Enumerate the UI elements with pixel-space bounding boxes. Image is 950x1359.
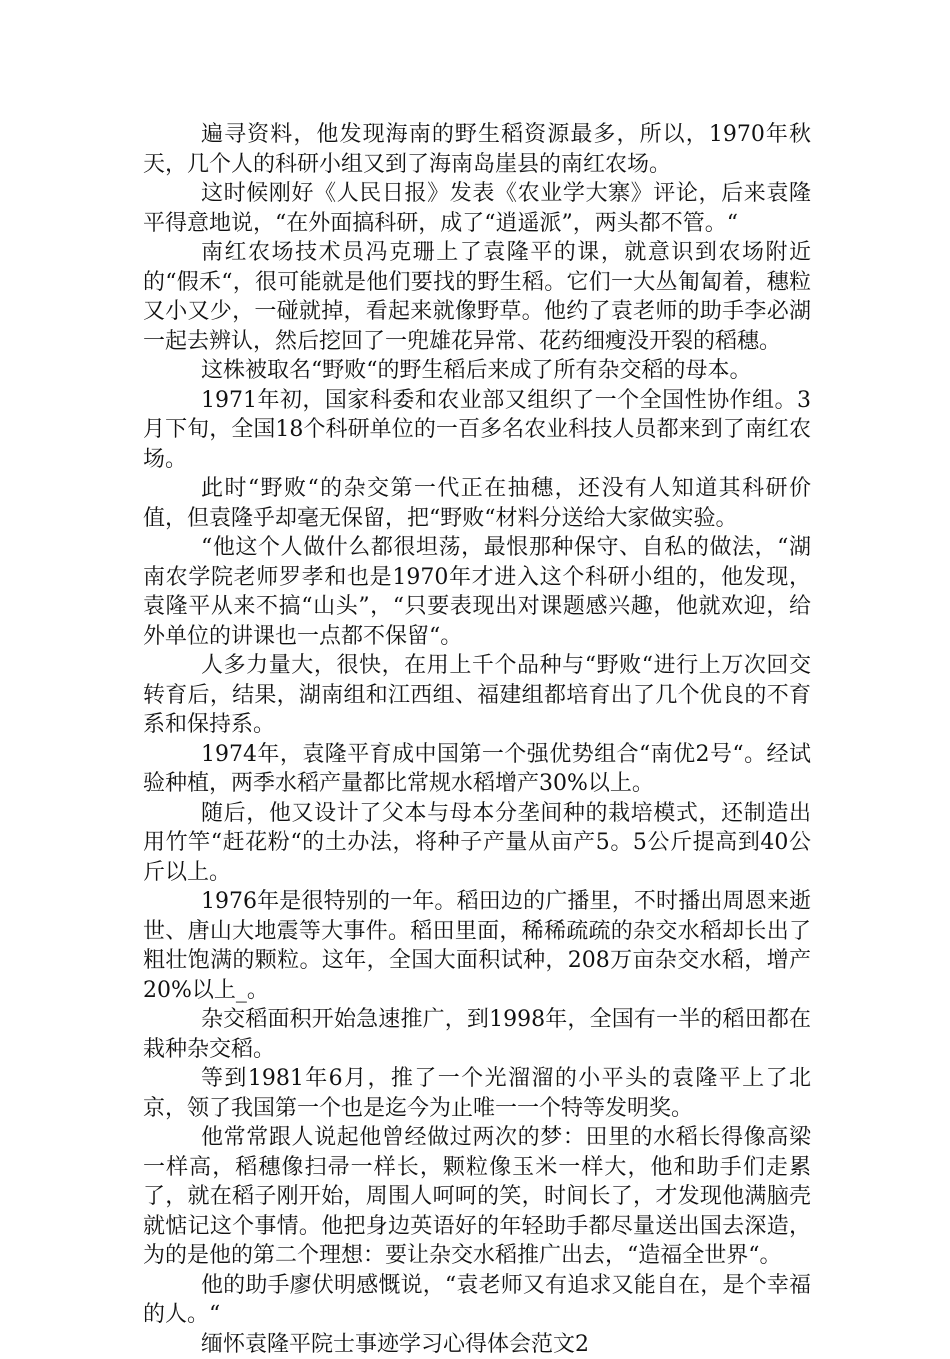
paragraph: 此时“野败“的杂交第一代正在抽穗，还没有人知道其科研价值，但袁隆乎却毫无保留，把“野败“材料分送给大家做实验。 [143,474,811,533]
paragraph: 遍寻资料，他发现海南的野生稻资源最多，所以，1970年秋天，几个人的科研小组又到了海南岛崖县的南红农场。 [143,120,811,179]
paragraph: 等到1981年6月，推了一个光溜溜的小平头的袁隆平上了北京，领了我国第一个也是迄今为止唯一一个特等发明奖。 [143,1064,811,1123]
paragraph: “他这个人做什么都很坦荡，最恨那种保守、自私的做法，“湖南农学院老师罗孝和也是1970年才进入这个科研小组的，他发现，袁隆平从来不搞“山头”，“只要表现出对课题感兴趣，他就欢迎，给外单位的讲课也一点都不保留“。 [143,533,811,651]
section-heading: 缅怀袁隆平院士事迹学习心得体会范文2 [143,1330,811,1359]
paragraph: 他的助手廖伏明感慨说，“袁老师又有追求又能自在，是个幸福的人。“ [143,1271,811,1330]
paragraph: 这株被取名“野败“的野生稻后来成了所有杂交稻的母本。 [143,356,811,386]
paragraph: 这时候刚好《人民日报》发表《农业学大寨》评论，后来袁隆平得意地说，“在外面搞科研，成了“逍遥派”，两头都不管。“ [143,179,811,238]
paragraph: 他常常跟人说起他曾经做过两次的梦：田里的水稻长得像高梁一样高，稻穗像扫帚一样长，颗粒像玉米一样大，他和助手们走累了，就在稻子刚开始，周围人呵呵的笑，时间长了，才发现他满脑壳就惦记这个事情。他把身边英语好的年轻助手都尽量送出国去深造，为的是他的第二个理想：要让杂交水稻推广出去，“造福全世界“。 [143,1123,811,1271]
paragraph: 杂交稻面积开始急速推广，到1998年，全国有一半的稻田都在栽种杂交稻。 [143,1005,811,1064]
paragraph: 随后，他又设计了父本与母本分垄间种的栽培模式，还制造出用竹竿“赶花粉“的土办法，将种子产量从亩产5。5公斤提高到40公斤以上。 [143,799,811,888]
paragraph: 1976年是很特别的一年。稻田边的广播里，不时播出周恩来逝世、唐山大地震等大事件。稻田里面，稀稀疏疏的杂交水稻却长出了粗壮饱满的颗粒。这年，全国大面积试种，208万亩杂交水稻，增产20%以上_。 [143,887,811,1005]
document-body [143,120,811,1359]
paragraph: 1974年，袁隆平育成中国第一个强优势组合“南优2号“。经试验种植，两季水稻产量都比常规水稻增产30%以上。 [143,740,811,799]
paragraph: 南红农场技术员冯克珊上了袁隆平的课，就意识到农场附近的“假禾“，很可能就是他们要找的野生稻。它们一大丛匍匐着，穗粒又小又少，一碰就掉，看起来就像野草。他约了袁老师的助手李必湖一起去辨认，然后挖回了一兜雄花异常、花药细瘦没开裂的稻穗。 [143,238,811,356]
paragraph: 人多力量大，很快，在用上千个品种与“野败“进行上万次回交转育后，结果，湖南组和江西组、福建组都培育出了几个优良的不育系和保持系。 [143,651,811,740]
paragraph: 1971年初，国家科委和农业部又组织了一个全国性协作组。3月下旬，全国18个科研单位的一百多名农业科技人员都来到了南红农场。 [143,386,811,475]
